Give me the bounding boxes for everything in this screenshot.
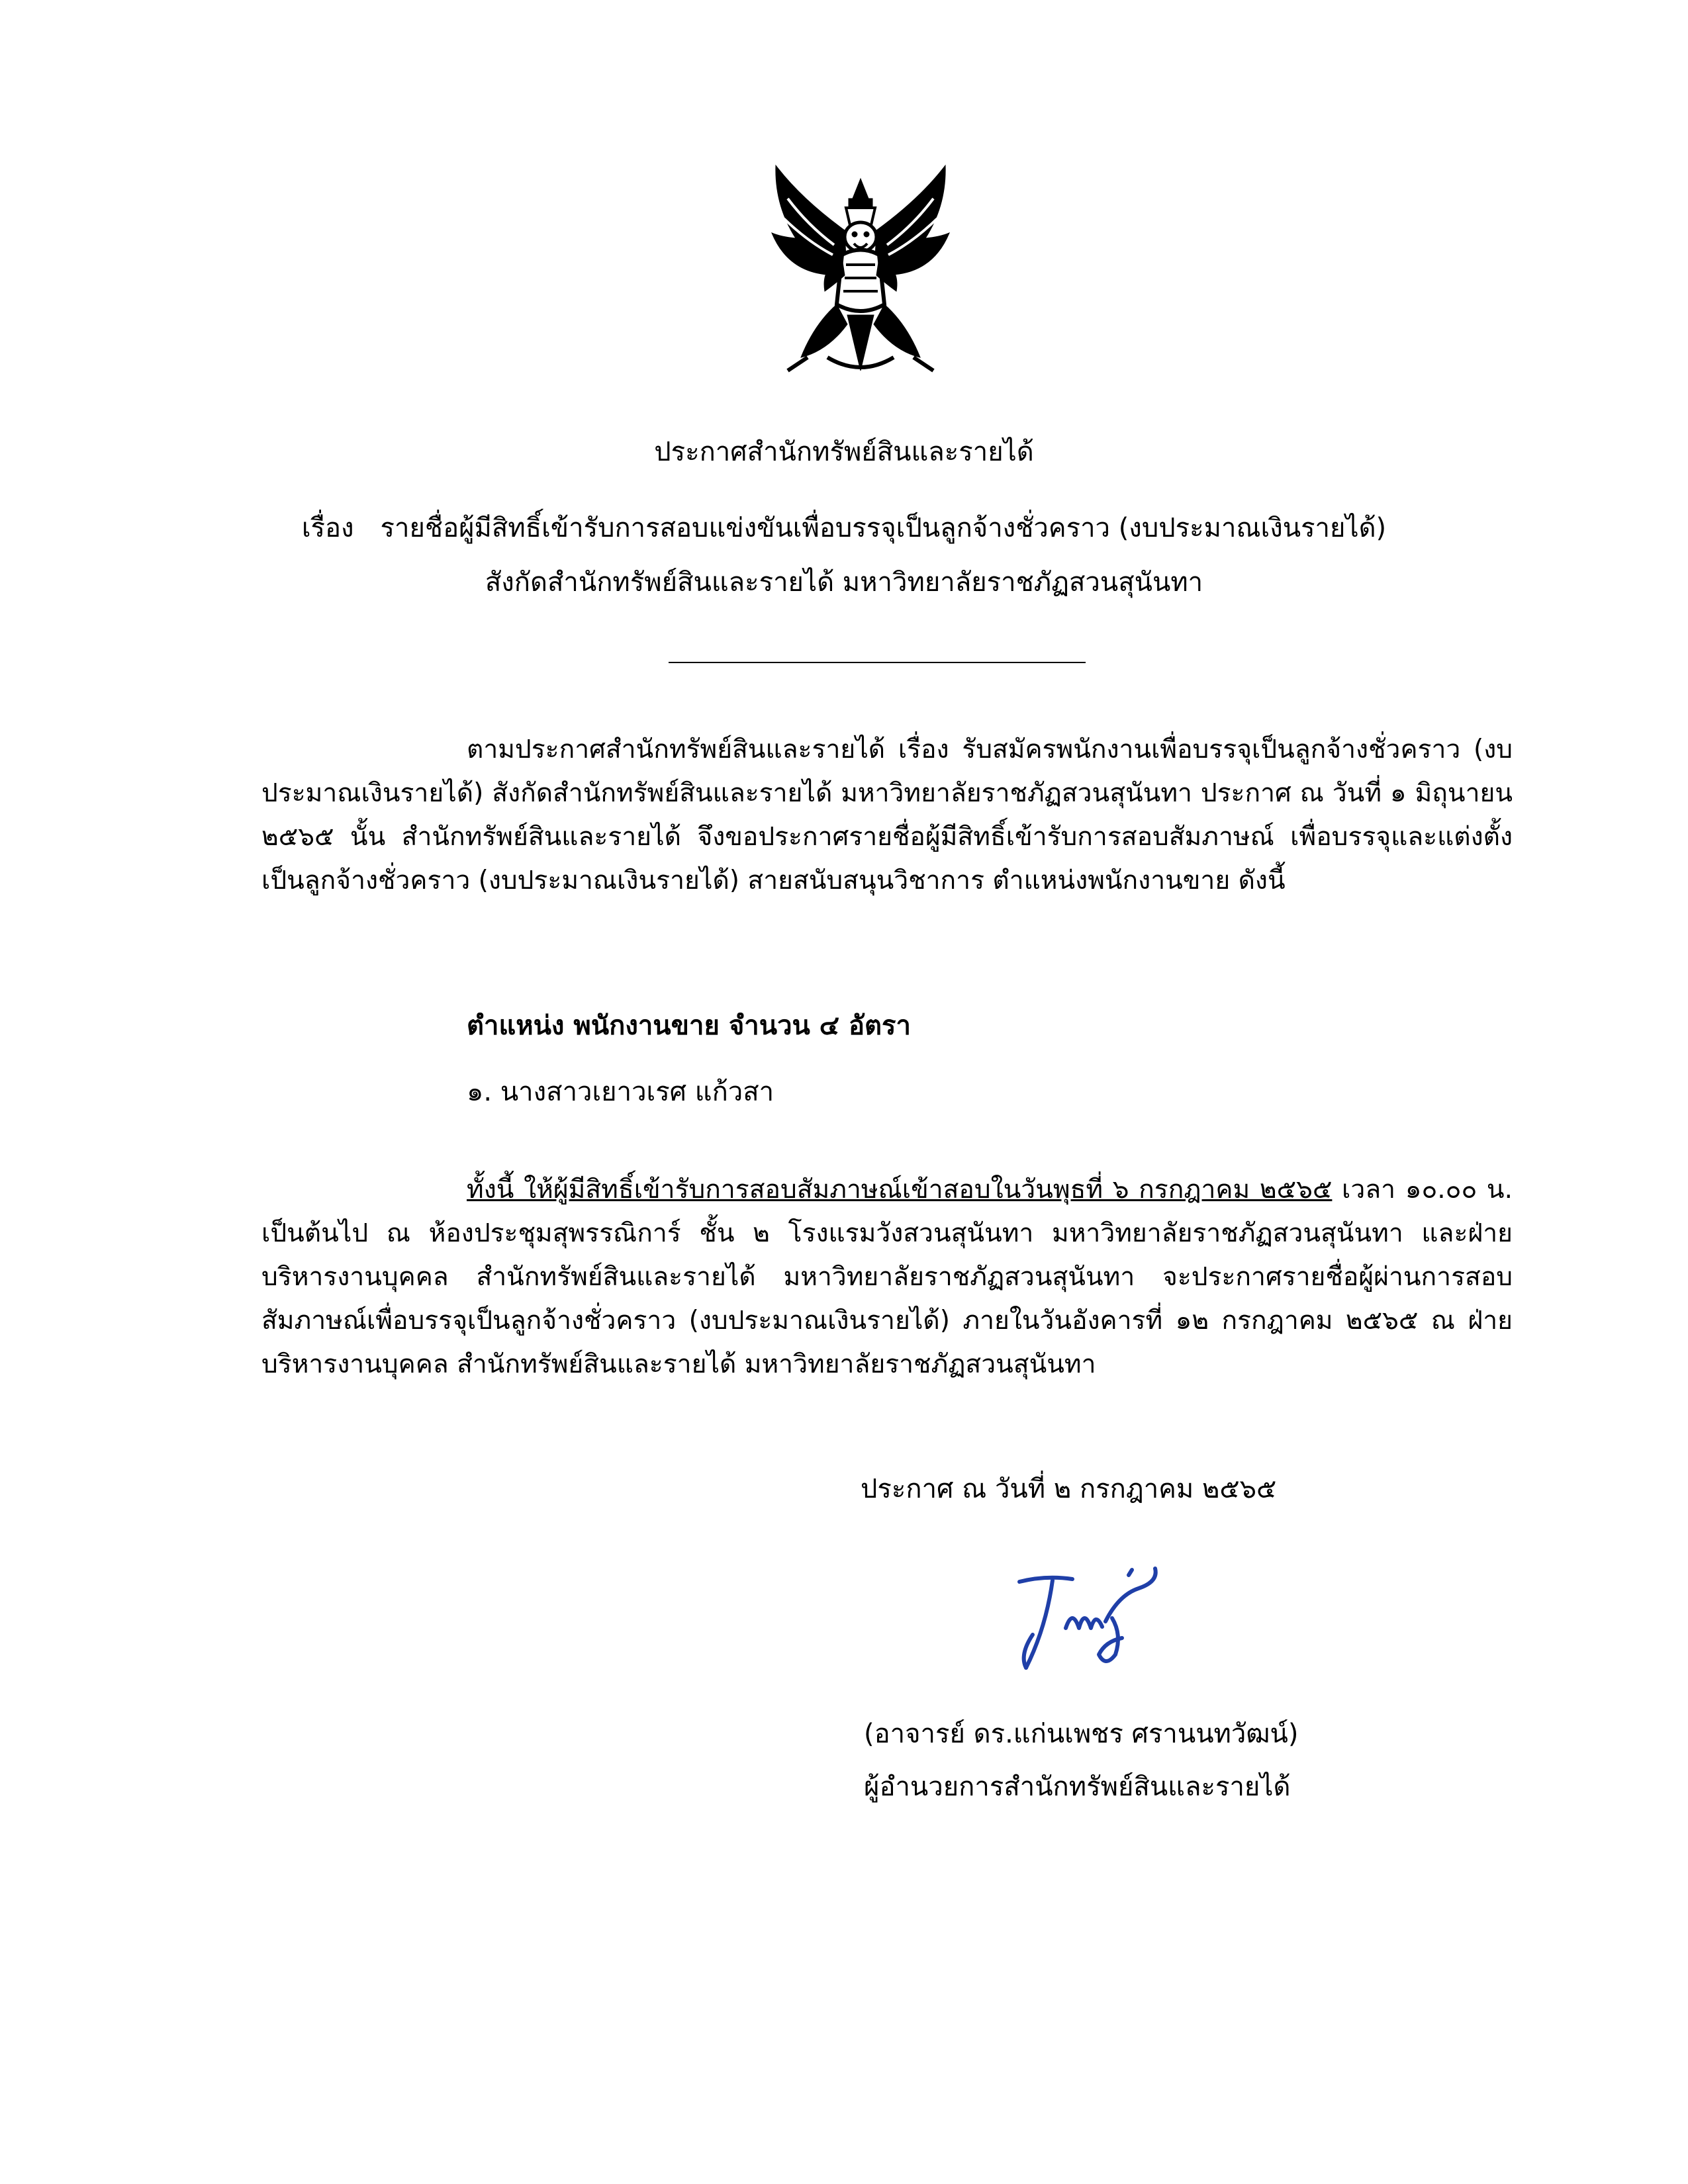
position-heading: ตำแหน่ง พนักงานขาย จำนวน ๔ อัตรา <box>467 1011 911 1041</box>
subject-affiliation: สังกัดสำนักทรัพย์สินและรายได้ มหาวิทยาลัยราชภัฏสวนสุนันทา <box>485 567 1203 598</box>
signer-title: ผู้อำนวยการสำนักทรัพย์สินและรายได้ <box>864 1772 1291 1802</box>
body-paragraph-2 <box>261 1168 1513 1387</box>
subject-label: เรื่อง <box>301 513 354 543</box>
paragraph-1-text: ตามประกาศสำนักทรัพย์สินและรายได้ เรื่อง รับสมัครพนักงานเพื่อบรรจุเป็นลูกจ้างชั่วคราว (งบประมาณเงินรายได้) สังกัดสำนักทรัพย์สินและรายได้ มหาวิทยาลัยราชภัฏสวนสุนันทา ประกาศ ณ วันที่ ๑ มิถุนายน ๒๕๖๕ นั้น สำนักทรัพย์สินและรายได้ จึงขอประกาศรายชื่อผู้มีสิทธิ์เข้ารับการสอบสัมภาษณ์ เพื่อบรรจุและแต่งตั้งเป็นลูกจ้างชั่วคราว (งบประมาณเงินรายได้) สายสนับสนุนวิชาการ ตำแหน่งพนักงานขาย ดังนี้ <box>261 735 1513 895</box>
body-paragraph-1 <box>261 728 1513 903</box>
signature-image <box>1006 1555 1165 1681</box>
title-divider <box>669 662 1086 663</box>
announcement-date: ประกาศ ณ วันที่ ๒ กรกฎาคม ๒๕๖๕ <box>861 1474 1277 1504</box>
exam-date-underlined: ทั้งนี้ ให้ผู้มีสิทธิ์เข้ารับการสอบสัมภาษณ์เข้าสอบในวันพุธที่ ๖ กรกฎาคม ๒๕๖๕ <box>467 1175 1333 1205</box>
paragraph-2-text <box>261 1168 1513 1387</box>
subject-line <box>0 510 1688 547</box>
candidate-list-item: ๑. นางสาวเยาวเรศ แก้วสา <box>467 1077 774 1107</box>
announcement-title: ประกาศสำนักทรัพย์สินและรายได้ <box>654 437 1034 467</box>
signer-name: (อาจารย์ ดร.แก่นเพชร ศรานนทวัฒน์) <box>864 1719 1299 1749</box>
subject-text: รายชื่อผู้มีสิทธิ์เข้ารับการสอบแข่งขันเพื่อบรรจุเป็นลูกจ้างชั่วคราว (งบประมาณเงินรายได้) <box>380 513 1387 543</box>
paragraph-2-rest: เวลา ๑๐.๐๐ น. เป็นต้นไป ณ ห้องประชุมสุพรรณิการ์ ชั้น ๒ โรงแรมวังสวนสุนันทา มหาวิทยาลัยราชภัฏสวนสุนันทา และฝ่ายบริหารงานบุคคล สำนักทรัพย์สินและรายได้ มหาวิทยาลัยราชภัฏสวนสุนันทา จะประกาศรายชื่อผู้ผ่านการสอบสัมภาษณ์เพื่อบรรจุเป็นลูกจ้างชั่วคราว (งบประมาณเงินรายได้) ภายในวันอังคารที่ ๑๒ กรกฎาคม ๒๕๖๕ ณ ฝ่ายบริหารงานบุคคล สำนักทรัพย์สินและรายได้ มหาวิทยาลัยราชภัฏสวนสุนันทา <box>261 1175 1513 1379</box>
garuda-emblem-icon <box>761 159 960 384</box>
